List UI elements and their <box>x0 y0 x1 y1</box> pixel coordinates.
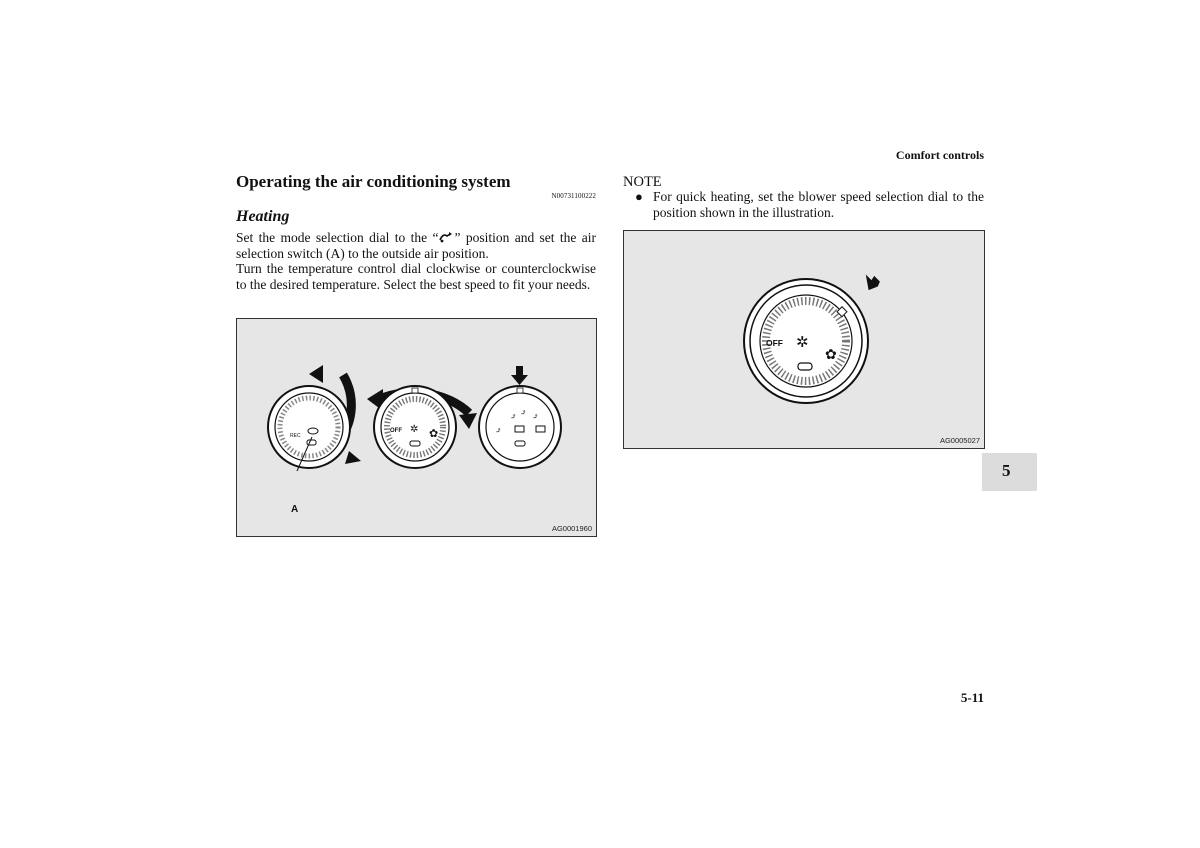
snowflake-icon: ✲ <box>410 424 419 435</box>
snowflake-icon: ✲ <box>796 335 809 351</box>
figure-control-panel <box>236 318 597 537</box>
paragraph-temperature: Turn the temperature control dial clockwise or counterclockwise to the desired temperature. Select the best speed to fit your needs. <box>236 261 596 292</box>
figure-blower-dial <box>623 230 985 449</box>
blower-speed-dial <box>744 279 868 403</box>
svg-text:⤴: ⤴ <box>520 408 527 417</box>
svg-text:⤴: ⤴ <box>510 412 517 421</box>
control-panel-illustration <box>237 319 596 536</box>
subheading-heating: Heating <box>236 208 290 225</box>
foot-vent-icon <box>438 231 454 243</box>
fan-icon: ✿ <box>825 348 837 363</box>
paragraph-text-end: ” position and set the air selection switch (A) to the outside air position. <box>236 230 597 261</box>
off-label: OFF <box>766 338 783 348</box>
chapter-number: 5 <box>1002 461 1011 480</box>
paragraph-text-start: Set the mode selection dial to the “ <box>236 230 439 245</box>
section-title: Operating the air conditioning system <box>236 172 511 191</box>
bullet-icon: ● <box>635 189 643 204</box>
note-item <box>636 189 984 220</box>
temperature-dial <box>374 386 456 468</box>
air-selection-dial <box>268 386 350 515</box>
running-header: Comfort controls <box>895 148 984 162</box>
figure-code: AG0001960 <box>551 524 592 533</box>
mode-selection-dial <box>479 386 561 468</box>
svg-text:⤴: ⤴ <box>532 412 539 421</box>
fan-icon: ✿ <box>429 428 439 440</box>
chapter-tab <box>982 453 1037 491</box>
note-label: NOTE <box>623 174 662 190</box>
document-code: N00731100222 <box>551 192 596 200</box>
figure-code: AG0005027 <box>939 436 980 445</box>
foot-vent-icon: ⤴ <box>495 426 502 435</box>
label-a: A <box>291 504 299 515</box>
page-number: 5-11 <box>960 690 984 705</box>
svg-text:REC: REC <box>290 433 301 439</box>
arrow-down-icon <box>511 366 528 385</box>
note-text: For quick heating, set the blower speed selection dial to the position shown in the illustration. <box>653 189 984 220</box>
blower-dial-illustration <box>624 231 984 448</box>
paragraph-mode-selection <box>236 230 596 261</box>
off-label: OFF <box>390 428 402 434</box>
arrow-pointer-icon <box>859 271 881 293</box>
